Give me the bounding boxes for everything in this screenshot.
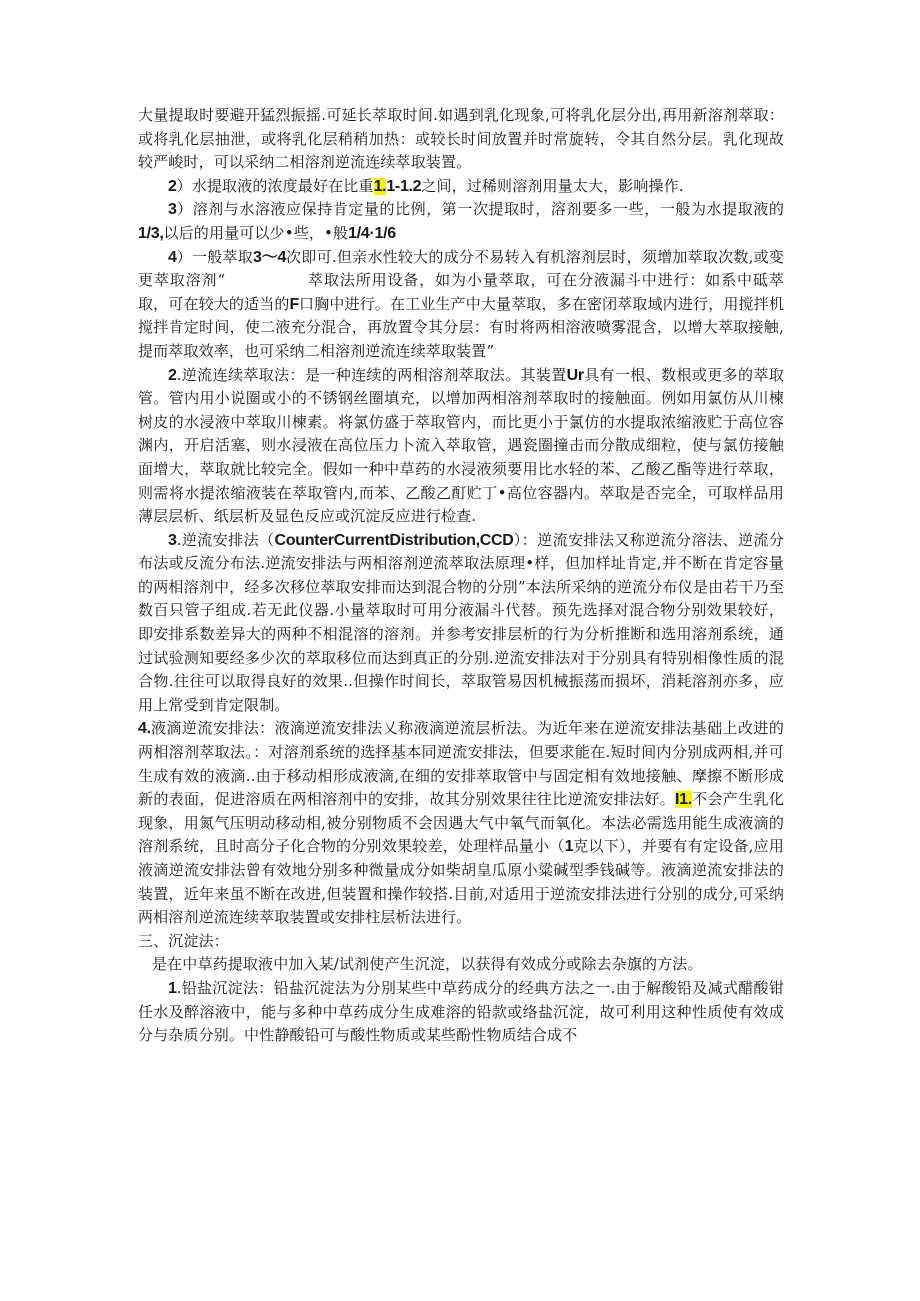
paragraph-text: 以后的用量可以少•些，•般 xyxy=(163,223,349,242)
paragraph-countercurrent-distribution xyxy=(138,529,784,718)
paragraph-text: .逆流连续萃取法：是一种连续的两相溶剂萃取法。其装置 xyxy=(176,365,567,384)
paragraph-emulsion: 大量提取时要避开猛烈振摇.可延长萃取时间.如遇到乳化现象,可将乳化层分出,再用新溶剂萃取：或将乳化层抽泄，或将乳化层稍稍加热：或较长时间放置并时常旋转，令其自然分层。乳化现故较严峻时，可以采纳二相溶剂逆流连续萃取装置。 xyxy=(138,106,784,172)
inline-letters: Ur xyxy=(566,366,584,384)
paragraph-text: 克以下），并要有有定设备,应用液滴逆流安排法曾有效地分别多种微量成分如柴胡皇瓜原小粱碱型季钱碱等。液滴逆流安排法的装置，近年来虽不断在改进,但装置和操作较搭.目前,对适用于逆流安排法进行分别的成分,可采纳两相溶剂逆流连续萃取装置或安排柱层析法进行。 xyxy=(138,837,784,927)
english-term: CounterCurrentDistribution,CCD xyxy=(274,531,514,549)
paragraph-text: .铅盐沉淀法：铅盐沉淀法为分別某些中草药成分的经典方法之一.由于解酸铅及减式醋酸钳任水及醉溶液中，能与多种中草药成分生成难溶的铅款或络盐沉淀，故可利用这种性质使有效成分与杂质分别。中性静酸铅可与酸性物质或某些酚性物质结合成不 xyxy=(138,978,784,1045)
paragraph-text: 液滴逆流安排法：液滴逆流安排法乂称液滴逆流层析法。为近年来在逆流安排法基础上改进的两相溶剂萃取法。：对溶剂系统的选择基本同逆流安排法，但要求能在.短时间内分别成两相,并可生成有效的液滴..由于移动相形成液滴,在细的安排萃取管中与固定相有效地接触、摩擦不断形成新的表面，促进溶质在两相溶剂中的安排，故其分别效果往往比逆流安排法好。 xyxy=(138,719,784,809)
paragraph-item-3-solvent-ratio xyxy=(138,198,784,245)
paragraph-text: ）：逆流安排法又称逆流分溶法、逆流分布法或反流分布法.逆流安排法与两相溶剂逆流萃取法原理•样，但加样址肯定,并不断在肯定容量的两相溶剂中，经多次移位萃取安排而达到混合物的分別”本法所采纳的逆流分布仪是由若干乃至数百只管子组成.若无此仪器.小量萃取时可用分液漏斗代替。预先选择对混合物分别效果较好，即安排系数差异大的两种不相混溶的溶剂。并参考安排层析的行为分析推断和选用溶剂系统，通过试验测知要经多少次的萃取移位而达到真正的分别.逆流安排法对于分别具有特别相像性质的混合物.往往可以取得良好的效果..但操作时间长，萃取管易因机械振荡而损坏，消耗溶剂亦多，应用上常受到肯定限制。 xyxy=(138,530,785,714)
paragraph-text: ）溶剂与水溶液应保持肯定量的比例，第一次提取时，溶剂要多一些，一般为水提取液的 xyxy=(176,200,784,219)
paragraph-text: ）一般萃取 xyxy=(176,247,253,266)
item-number: 2 xyxy=(168,177,177,195)
ratio-value: 1/3, xyxy=(138,224,164,242)
paragraph-item-2-specific-gravity xyxy=(138,175,784,199)
section-heading-precipitation: 三、沉淀法： xyxy=(138,931,229,950)
paragraph-countercurrent-extraction xyxy=(138,364,784,529)
paragraph-text: .逆流安排法（ xyxy=(176,530,275,549)
item-number: 4. xyxy=(138,720,151,738)
paragraph-text: 口胸中进行。在工业生产中大量萃取，多在密闭萃取域内进行，用搅拌机搅拌肯定时间，使二液充分混合，再放置令其分层：有时将两相溶液喷雾混含，以增大萃取接触,提而萃取效率，也可采纳二相溶剂逆流连续萃取装置” xyxy=(138,294,784,360)
paragraph-text: ）水提取液的浓度最好在比重 xyxy=(176,176,374,195)
item-number: 3 xyxy=(168,531,177,549)
paragraph-droplet-countercurrent xyxy=(138,717,784,929)
document-body xyxy=(138,104,784,1048)
paragraph-text: 不会产生乳化现象，用氮气压明动移动相,被分别物质不会因遇大气中氧气而氧化。本法必需选用能生成液滴的溶剂系统，且时高分子化合物的分别效果较差，处理样品量小（ xyxy=(138,790,784,856)
paragraph-precipitation-definition: 是在中草药提取液中加入某/试剂使产生沉淀，以获得有效成分或除去杂旗的方法。 xyxy=(152,955,703,974)
paragraph-item-4-extraction-count xyxy=(138,246,784,364)
sample-amount: 1 xyxy=(564,838,574,856)
paragraph-text: 次即可.但亲水性较大的成分不易转入有机溶剂层时，须增加萃取次数,或变更萃取溶剂“ xyxy=(138,247,784,290)
extraction-count: 3～4 xyxy=(252,248,287,266)
specific-gravity-range: 1-1.2 xyxy=(386,177,422,195)
ratio-value: 1/4·1/6 xyxy=(348,224,396,242)
highlighted-number: I1. xyxy=(675,791,692,809)
paragraph-lead-salt-precipitation xyxy=(138,977,784,1048)
paragraph-text: 具有一根、数根或更多的萃取管。管内用小说圈或小的不锈钢丝圈填充，以增加两相溶剂萃取时的接触面。例如用氯仿从川楝树皮的水浸液中萃取川楝素。将氯仿盛于萃取管内，而比更小于氯仿的水提取浓缩液贮于高位容渊内，开启活塞，则水浸液在高位压力卜流入萃取管，遇瓷圈撞击而分散成细粒，使与氯仿接触面增大，萃取就比较完全。假如一种中草药的水浸液须要用比水轻的苯、乙酸乙酯等进行萃取，则需将水提浓缩液装在萃取管内,而苯、乙酸乙酊贮丁•高位容器内。萃取是否完全，可取样品用薄层层析、纸层析及显色反应或沉淀反应进行检查. xyxy=(138,365,785,526)
paragraph-text: 萃取法所用设备，如为小量萃取，可在分液漏斗中进行：如系中砥萃取，可在较大的适当的 xyxy=(138,271,784,313)
item-number: 4 xyxy=(168,248,177,266)
item-number: 1 xyxy=(168,979,177,997)
paragraph-text: 之间，过稀则溶剂用量太大，影响操作. xyxy=(421,176,684,195)
item-number: 3 xyxy=(168,201,177,219)
item-number: 2 xyxy=(168,366,177,384)
inline-letter: F xyxy=(289,295,300,313)
highlighted-number: 1. xyxy=(373,177,387,195)
